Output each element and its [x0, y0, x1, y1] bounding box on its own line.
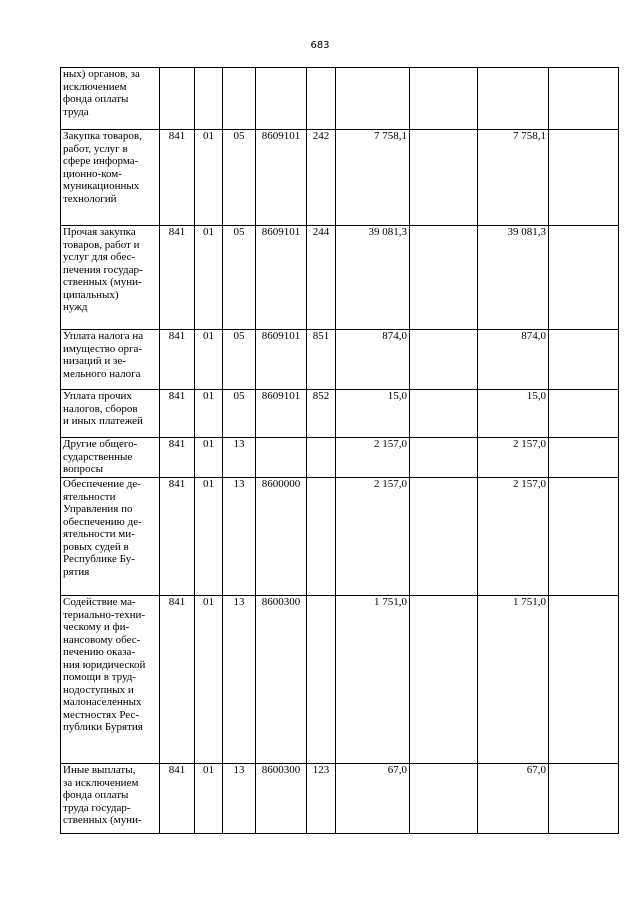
expense-name-line: териально-техни-: [63, 608, 146, 621]
amount-subsidy-cell: [410, 330, 478, 390]
ministry-code-cell: 841: [160, 438, 195, 478]
expense-name-line: ятельности ми-: [63, 528, 135, 540]
expense-name-line: сфере информа-: [63, 155, 139, 167]
section-code-cell: 01: [195, 438, 223, 478]
expense-name-line: труда государ-: [63, 801, 131, 814]
expense-name-line: нансовому обес-: [63, 633, 141, 646]
table-row: [61, 596, 619, 764]
amount-subsidy-cell: [410, 226, 478, 330]
amount-cell: 1 751,0: [336, 596, 410, 764]
amount-extra-cell: [549, 130, 619, 226]
amount-subsidy-cell: [410, 390, 478, 438]
subsection-code-cell: 13: [223, 478, 256, 596]
expense-name-line: услуг для обес-: [63, 251, 136, 263]
section-code-cell: 01: [195, 330, 223, 390]
ministry-code-cell: [160, 68, 195, 130]
expense-name-line: печения государ-: [63, 263, 143, 276]
expense-name-line: малонаселенных: [63, 696, 142, 708]
subsection-code-cell: 05: [223, 226, 256, 330]
amount-subsidy-cell: [410, 478, 478, 596]
target-article-cell: 8600300: [256, 596, 307, 764]
expense-name-cell: [61, 596, 160, 764]
expense-name-line: Республике Бу-: [63, 553, 135, 565]
expense-name-line: фонда оплаты: [63, 93, 129, 105]
expense-name-cell: [61, 68, 160, 130]
amount-extra-cell: [549, 390, 619, 438]
expense-type-cell: 851: [307, 330, 336, 390]
expense-name-line: за исключением: [63, 776, 139, 789]
expense-name-line: исключением: [63, 80, 127, 93]
amount-extra-cell: [549, 226, 619, 330]
subsection-code-cell: 13: [223, 438, 256, 478]
amount-extra-cell: [549, 596, 619, 764]
expense-name-line: Содействие ма-: [63, 596, 136, 608]
amount-extra-cell: [549, 330, 619, 390]
subsection-code-cell: 13: [223, 596, 256, 764]
expense-name-line: публики Бурятия: [63, 721, 143, 733]
table-row: [61, 390, 619, 438]
expense-name-cell: [61, 764, 160, 834]
table-row: [61, 330, 619, 390]
expense-name-line: ных) органов, за: [63, 68, 140, 80]
expense-name-cell: [61, 226, 160, 330]
expense-name-cell: [61, 330, 160, 390]
expense-name-line: фонда оплаты: [63, 789, 129, 801]
expense-name-cell: [61, 390, 160, 438]
expense-name-line: ственных (муни-: [63, 814, 142, 826]
ministry-code-cell: 841: [160, 390, 195, 438]
expense-type-cell: 123: [307, 764, 336, 834]
amount-total-cell: 15,0: [478, 390, 549, 438]
target-article-cell: [256, 438, 307, 478]
expense-name-line: налогов, сборов: [63, 402, 138, 415]
expense-name-line: вопросы: [63, 463, 104, 475]
expense-name-line: товаров, работ и: [63, 238, 140, 251]
expense-name-line: ционно-ком-: [63, 167, 122, 180]
expense-name-line: местностях Рес-: [63, 708, 139, 721]
amount-total-cell: 39 081,3: [478, 226, 549, 330]
amount-cell: 874,0: [336, 330, 410, 390]
table-row: [61, 764, 619, 834]
expense-name-line: сударственные: [63, 450, 133, 463]
amount-total-cell: 2 157,0: [478, 478, 549, 596]
ministry-code-cell: 841: [160, 226, 195, 330]
section-code-cell: 01: [195, 478, 223, 596]
amount-cell: 15,0: [336, 390, 410, 438]
amount-subsidy-cell: [410, 68, 478, 130]
expense-name-line: Обеспечение де-: [63, 478, 141, 490]
expense-type-cell: 244: [307, 226, 336, 330]
expense-name-line: Иные выплаты,: [63, 764, 136, 776]
expense-name-line: Управления по: [63, 503, 133, 515]
amount-cell: 2 157,0: [336, 438, 410, 478]
expense-name-line: рятия: [63, 565, 90, 578]
section-code-cell: 01: [195, 764, 223, 834]
expense-name-line: Закупка товаров,: [63, 130, 142, 142]
amount-total-cell: 1 751,0: [478, 596, 549, 764]
expense-name-line: ния юридической: [63, 658, 146, 671]
target-article-cell: 8609101: [256, 130, 307, 226]
expense-name-line: помощи в труд-: [63, 671, 137, 683]
section-code-cell: 01: [195, 390, 223, 438]
expense-name-line: имущество орга-: [63, 342, 143, 355]
subsection-code-cell: [223, 68, 256, 130]
expense-name-line: ственных (муни-: [63, 276, 142, 288]
expense-name-line: работ, услуг в: [63, 142, 128, 155]
target-article-cell: [256, 68, 307, 130]
ministry-code-cell: 841: [160, 330, 195, 390]
amount-total-cell: 7 758,1: [478, 130, 549, 226]
section-code-cell: 01: [195, 596, 223, 764]
amount-cell: 7 758,1: [336, 130, 410, 226]
target-article-cell: 8609101: [256, 330, 307, 390]
expense-name-line: нодоступных и: [63, 683, 134, 696]
expense-name-line: ципальных): [63, 288, 119, 301]
expense-type-cell: [307, 596, 336, 764]
amount-total-cell: 874,0: [478, 330, 549, 390]
amount-cell: 2 157,0: [336, 478, 410, 596]
expense-name-line: обеспечению де-: [63, 515, 142, 528]
table-row: [61, 478, 619, 596]
table-row: [61, 68, 619, 130]
amount-subsidy-cell: [410, 130, 478, 226]
expense-name-line: Другие общего-: [63, 438, 138, 450]
amount-extra-cell: [549, 764, 619, 834]
expense-name-line: муникационных: [63, 180, 140, 192]
amount-total-cell: 2 157,0: [478, 438, 549, 478]
target-article-cell: 8609101: [256, 226, 307, 330]
expense-type-cell: [307, 478, 336, 596]
expense-name-line: Уплата налога на: [63, 330, 144, 342]
expense-name-line: нужд: [63, 301, 88, 313]
expense-name-line: ческому и фи-: [63, 621, 130, 633]
amount-subsidy-cell: [410, 764, 478, 834]
amount-cell: 39 081,3: [336, 226, 410, 330]
budget-table-body: [61, 68, 619, 834]
expense-name-line: ровых судей в: [63, 540, 129, 553]
expense-name-cell: [61, 438, 160, 478]
amount-extra-cell: [549, 68, 619, 130]
ministry-code-cell: 841: [160, 596, 195, 764]
section-code-cell: [195, 68, 223, 130]
expense-name-cell: [61, 478, 160, 596]
subsection-code-cell: 05: [223, 390, 256, 438]
expense-name-line: Уплата прочих: [63, 390, 132, 402]
amount-subsidy-cell: [410, 596, 478, 764]
expense-type-cell: [307, 68, 336, 130]
ministry-code-cell: 841: [160, 130, 195, 226]
section-code-cell: 01: [195, 130, 223, 226]
subsection-code-cell: 05: [223, 130, 256, 226]
target-article-cell: 8600000: [256, 478, 307, 596]
amount-subsidy-cell: [410, 438, 478, 478]
amount-total-cell: 67,0: [478, 764, 549, 834]
expense-type-cell: 852: [307, 390, 336, 438]
expense-name-line: низаций и зе-: [63, 355, 126, 367]
target-article-cell: 8609101: [256, 390, 307, 438]
expense-name-line: ятельности: [63, 490, 116, 503]
expense-type-cell: 242: [307, 130, 336, 226]
table-row: [61, 438, 619, 478]
expense-name-line: печению оказа-: [63, 646, 136, 658]
table-row: [61, 226, 619, 330]
ministry-code-cell: 841: [160, 764, 195, 834]
expense-name-line: технологий: [63, 192, 117, 205]
page-number: 683: [310, 40, 330, 51]
ministry-code-cell: 841: [160, 478, 195, 596]
expense-type-cell: [307, 438, 336, 478]
budget-table: [60, 67, 619, 834]
table-row: [61, 130, 619, 226]
expense-name-cell: [61, 130, 160, 226]
amount-extra-cell: [549, 478, 619, 596]
amount-total-cell: [478, 68, 549, 130]
expense-name-line: и иных платежей: [63, 415, 143, 427]
expense-name-line: Прочая закупка: [63, 226, 136, 238]
section-code-cell: 01: [195, 226, 223, 330]
amount-extra-cell: [549, 438, 619, 478]
amount-cell: [336, 68, 410, 130]
expense-name-line: мельного налога: [63, 367, 141, 380]
subsection-code-cell: 05: [223, 330, 256, 390]
subsection-code-cell: 13: [223, 764, 256, 834]
expense-name-line: труда: [63, 105, 89, 118]
amount-cell: 67,0: [336, 764, 410, 834]
target-article-cell: 8600300: [256, 764, 307, 834]
